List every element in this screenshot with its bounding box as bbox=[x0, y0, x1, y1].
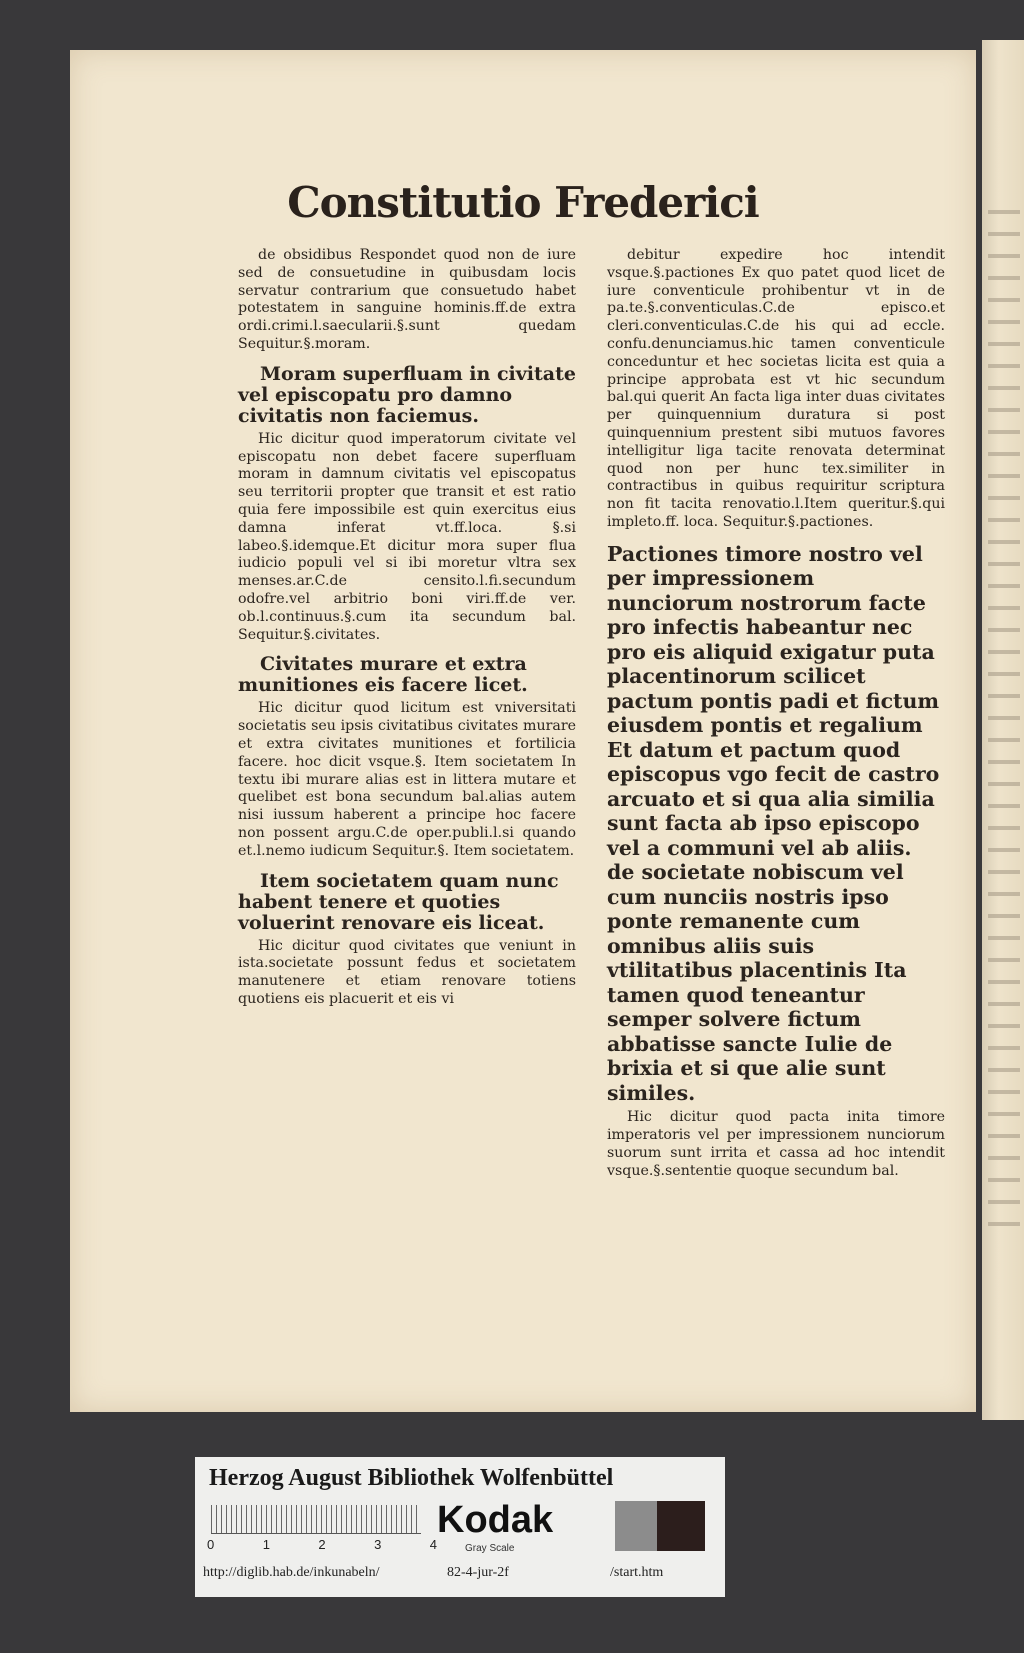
text-line-mark bbox=[988, 1002, 1020, 1006]
text-line-mark bbox=[988, 1046, 1020, 1050]
text-line-mark bbox=[988, 738, 1020, 742]
text-line-mark bbox=[988, 958, 1020, 962]
paragraph: debitur expedire hoc intendit vsque.§.pactiones Ex quo patet quod licet de iure conventicule prohibentur vt in de pa.te.§.conventiculas.C.de episco.et cleri.conventiculas.C.de his qui ad eccle. confu.denunciamus.hic tamen conventicule conceduntur et hec societas licita est quia a principe approbata est vt hic secundum bal.qui querit An facta liga inter duas civitates per quinquennium duratura si post quinquennium prestent sibi mutuos favores intelligitur liga tacite renovata determinat quod non per hunc tex.similiter in contractibus in quibus requiritur scriptura non fit tacita renovatio.l.Item queritur.§.qui impleto.ff. loca. Sequitur.§.pactiones. bbox=[607, 247, 945, 530]
text-line-mark bbox=[988, 826, 1020, 830]
section-heading: Civitates murare et extra munitiones eis facere licet. bbox=[238, 653, 528, 697]
text-line-mark bbox=[988, 320, 1020, 324]
text-line-mark bbox=[988, 760, 1020, 764]
text-line-mark bbox=[988, 936, 1020, 940]
text-line-mark bbox=[988, 342, 1020, 346]
text-line-mark bbox=[988, 496, 1020, 500]
text-line-mark bbox=[988, 650, 1020, 654]
text-line-mark bbox=[988, 562, 1020, 566]
text-line-mark bbox=[988, 298, 1020, 302]
dark-swatch bbox=[657, 1501, 705, 1551]
text-line-mark bbox=[988, 980, 1020, 984]
section-heading: Moram superfluam in civitate vel episcopatu pro damno civitatis non faciemus. bbox=[238, 362, 576, 427]
text-line-mark bbox=[988, 870, 1020, 874]
gray-scale-label: Gray Scale bbox=[465, 1543, 515, 1554]
text-line-mark bbox=[988, 254, 1020, 258]
library-target-card bbox=[195, 1457, 725, 1597]
ruler-numbers bbox=[207, 1537, 437, 1552]
library-name: Herzog August Bibliothek Wolfenbüttel bbox=[209, 1465, 614, 1491]
text-line-mark bbox=[988, 430, 1020, 434]
text-line-mark bbox=[988, 782, 1020, 786]
paragraph: Hic dicitur quod pacta inita timore imperatoris vel per impressionem nunciorum suorum sunt irrita et cassa ad hoc intendit vsque.§.sententie quoque secundum bal. bbox=[607, 1109, 945, 1179]
text-line-mark bbox=[988, 694, 1020, 698]
ruler-number: 0 bbox=[207, 1537, 215, 1552]
right-column bbox=[607, 247, 945, 1190]
ruler-number: 1 bbox=[262, 1537, 270, 1552]
text-line-mark bbox=[988, 848, 1020, 852]
ruler-number: 4 bbox=[429, 1537, 437, 1552]
text-line-mark bbox=[988, 628, 1020, 632]
left-column bbox=[238, 247, 576, 1019]
running-title: Constitutio Frederici bbox=[287, 178, 759, 227]
text-line-mark bbox=[988, 1068, 1020, 1072]
paragraph: Hic dicitur quod licitum est vniversitati societatis seu ipsis civitatibus civitates murare et extra civitates munitiones et fortilicia facere. hoc dicit vsque.§. Item societatem In textu ibi murare alias est in littera mutare et quelibet est bona secundum bal.alias autem nisi iussum haberent a principe hoc facere non possent argu.C.de oper.publi.l.si quando et.l.nemo iudicum Sequitur.§. Item societatem. bbox=[238, 700, 576, 859]
section-heading: Pactiones timore nostro vel per impressionem nunciorum nostrorum facte pro infectis habeantur nec pro eis aliquid exigatur puta placentinorum scilicet pactum pontis padi et fictum eiusdem pontis et regalium Et datum et pactum quod episcopus vgo fecit de castro arcuato et si qua alia similia sunt facta ab ipso episcopo vel a communi vel ab aliis. de societate nobiscum vel cum nunciis nostris ipso ponte remanente cum omnibus aliis suis vtilitatibus placentinis Ita tamen quod teneantur semper solvere fictum abbatisse sancte Iulie de brixia et si que alie sunt similes. bbox=[607, 541, 940, 1105]
paragraph: Hic dicitur quod civitates que veniunt in ista.societate possunt fedus et societatem manutenere et etiam renovare totiens quotiens eis placuerit et eis vi bbox=[238, 937, 576, 1007]
adjacent-page-edge bbox=[982, 40, 1024, 1420]
text-line-mark bbox=[988, 1112, 1020, 1116]
start-link[interactable]: /start.htm bbox=[610, 1565, 664, 1580]
text-line-mark bbox=[988, 716, 1020, 720]
ruler-number: 2 bbox=[318, 1537, 326, 1552]
text-line-mark bbox=[988, 672, 1020, 676]
text-line-mark bbox=[988, 1024, 1020, 1028]
text-line-mark bbox=[988, 1200, 1020, 1204]
text-line-mark bbox=[988, 1090, 1020, 1094]
text-line-mark bbox=[988, 1156, 1020, 1160]
text-line-mark bbox=[988, 1222, 1020, 1226]
text-line-mark bbox=[988, 540, 1020, 544]
text-line-mark bbox=[988, 408, 1020, 412]
text-line-mark bbox=[988, 210, 1020, 214]
text-line-mark bbox=[988, 892, 1020, 896]
text-line-mark bbox=[988, 584, 1020, 588]
url-link[interactable]: http://diglib.hab.de/inkunabeln/ bbox=[203, 1565, 380, 1580]
kodak-logo: Kodak bbox=[437, 1499, 554, 1541]
shelfmark: 82-4-jur-2f bbox=[447, 1565, 509, 1580]
ruler-number: 3 bbox=[374, 1537, 382, 1552]
text-line-mark bbox=[988, 1134, 1020, 1138]
section-heading: Item societatem quam nunc habent tenere et quoties voluerint renovare eis liceat. bbox=[238, 869, 559, 934]
paragraph: Hic dicitur quod imperatorum civitate vel episcopatu non debet facere superfluam moram in damnum civitatis vel episcopatus seu territorii propter que transit et est ratio quia fere impossibile est quin exercitus eius damna inferat vt.ff.loca. §.si labeo.§.idemque.Et dicitur mora super flua iudicio populi vel si ibi moretur vltra sex menses.ar.C.de censito.l.fi.secundum odofre.vel arbitrio boni viri.ff.de ver. ob.l.continuus.§.cum ita secundum bal. Sequitur.§.civitates. bbox=[238, 430, 576, 643]
text-line-mark bbox=[988, 364, 1020, 368]
scale-ruler bbox=[211, 1505, 421, 1534]
text-line-mark bbox=[988, 1178, 1020, 1182]
text-line-mark bbox=[988, 518, 1020, 522]
text-line-mark bbox=[988, 452, 1020, 456]
text-line-mark bbox=[988, 606, 1020, 610]
text-line-mark bbox=[988, 386, 1020, 390]
text-line-mark bbox=[988, 232, 1020, 236]
text-line-mark bbox=[988, 474, 1020, 478]
gray-swatch bbox=[615, 1501, 657, 1551]
paragraph: de obsidibus Respondet quod non de iure sed de consuetudine in quibusdam locis servatur contrarium que consuetudo habet potestatem in sanguine hominis.ff.de extra ordi.crimi.l.saecularii.§.sunt quedam Sequitur.§.moram. bbox=[238, 247, 576, 352]
text-line-mark bbox=[988, 276, 1020, 280]
text-line-mark bbox=[988, 804, 1020, 808]
book-page bbox=[70, 50, 976, 1412]
text-line-mark bbox=[988, 914, 1020, 918]
